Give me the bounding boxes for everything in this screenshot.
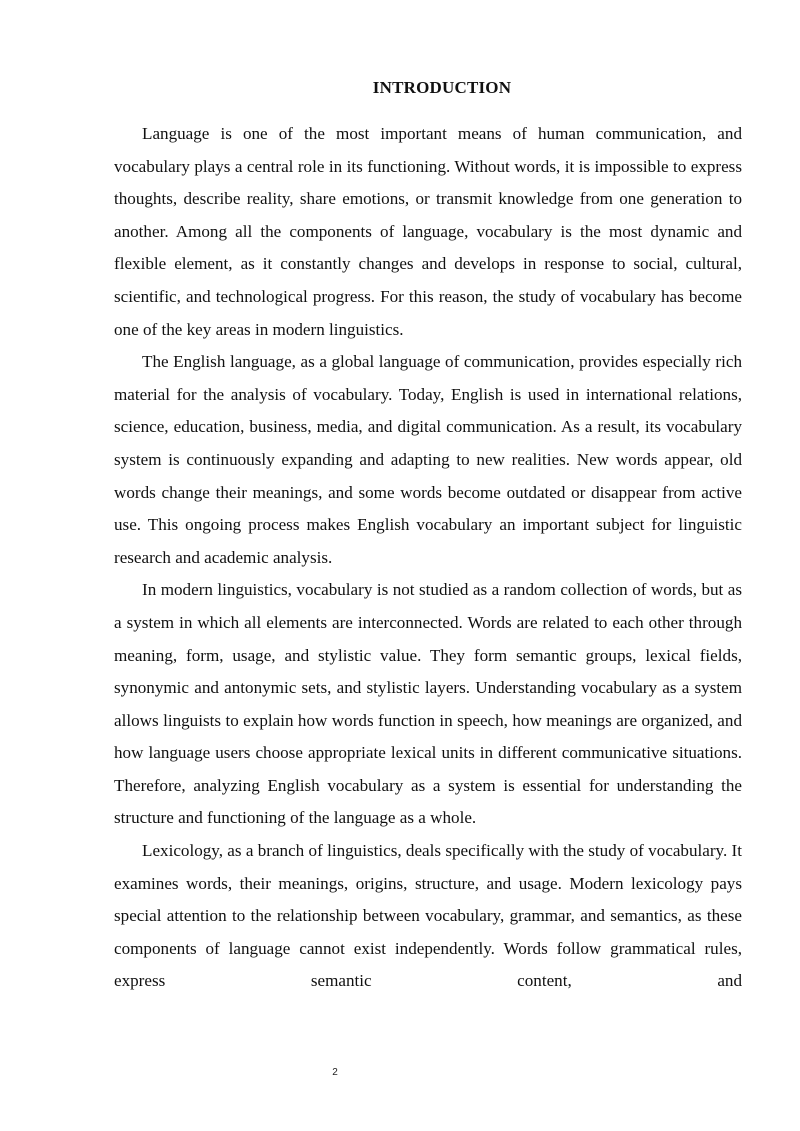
body-text xyxy=(114,118,742,998)
paragraph: In modern linguistics, vocabulary is not studied as a random collection of words, but as a system in which all elements are interconnected. Words are related to each other through meaning, form, usage, and stylistic value. They form semantic groups, lexical fields, synonymic and antonymic sets, and stylistic layers. Understanding vocabulary as a system allows linguists to explain how words function in speech, how meanings are organized, and how language users choose appropriate lexical units in different communicative situations. Therefore, analyzing English vocabulary as a system is essential for understanding the structure and functioning of the language as a whole. xyxy=(114,580,742,828)
page-number: 2 xyxy=(332,1067,338,1078)
page-title: INTRODUCTION xyxy=(372,78,512,97)
paragraph: Lexicology, as a branch of linguistics, deals specifically with the study of vocabulary. It examines words, their meanings, origins, structure, and usage. Modern lexicology pays special attention to the relationship between vocabulary, grammar, and semantics, as these components of language cannot exist independently. Words follow grammatical rules, express semantic content, and xyxy=(114,841,742,991)
paragraph: The English language, as a global language of communication, provides especially rich material for the analysis of vocabulary. Today, English is used in international relations, science, education, business, media, and digital communication. As a result, its vocabulary system is continuously expanding and adapting to new realities. New words appear, old words change their meanings, and some words become outdated or disappear from active use. This ongoing process makes English vocabulary an important subject for linguistic research and academic analysis. xyxy=(114,352,742,567)
paragraph: Language is one of the most important means of human communication, and vocabulary plays a central role in its functioning. Without words, it is impossible to express thoughts, describe reality, share emotions, or transmit knowledge from one generation to another. Among all the components of language, vocabulary is the most dynamic and flexible element, as it constantly changes and develops in response to social, cultural, scientific, and technological progress. For this reason, the study of vocabulary has become one of the key areas in modern linguistics. xyxy=(114,124,742,339)
